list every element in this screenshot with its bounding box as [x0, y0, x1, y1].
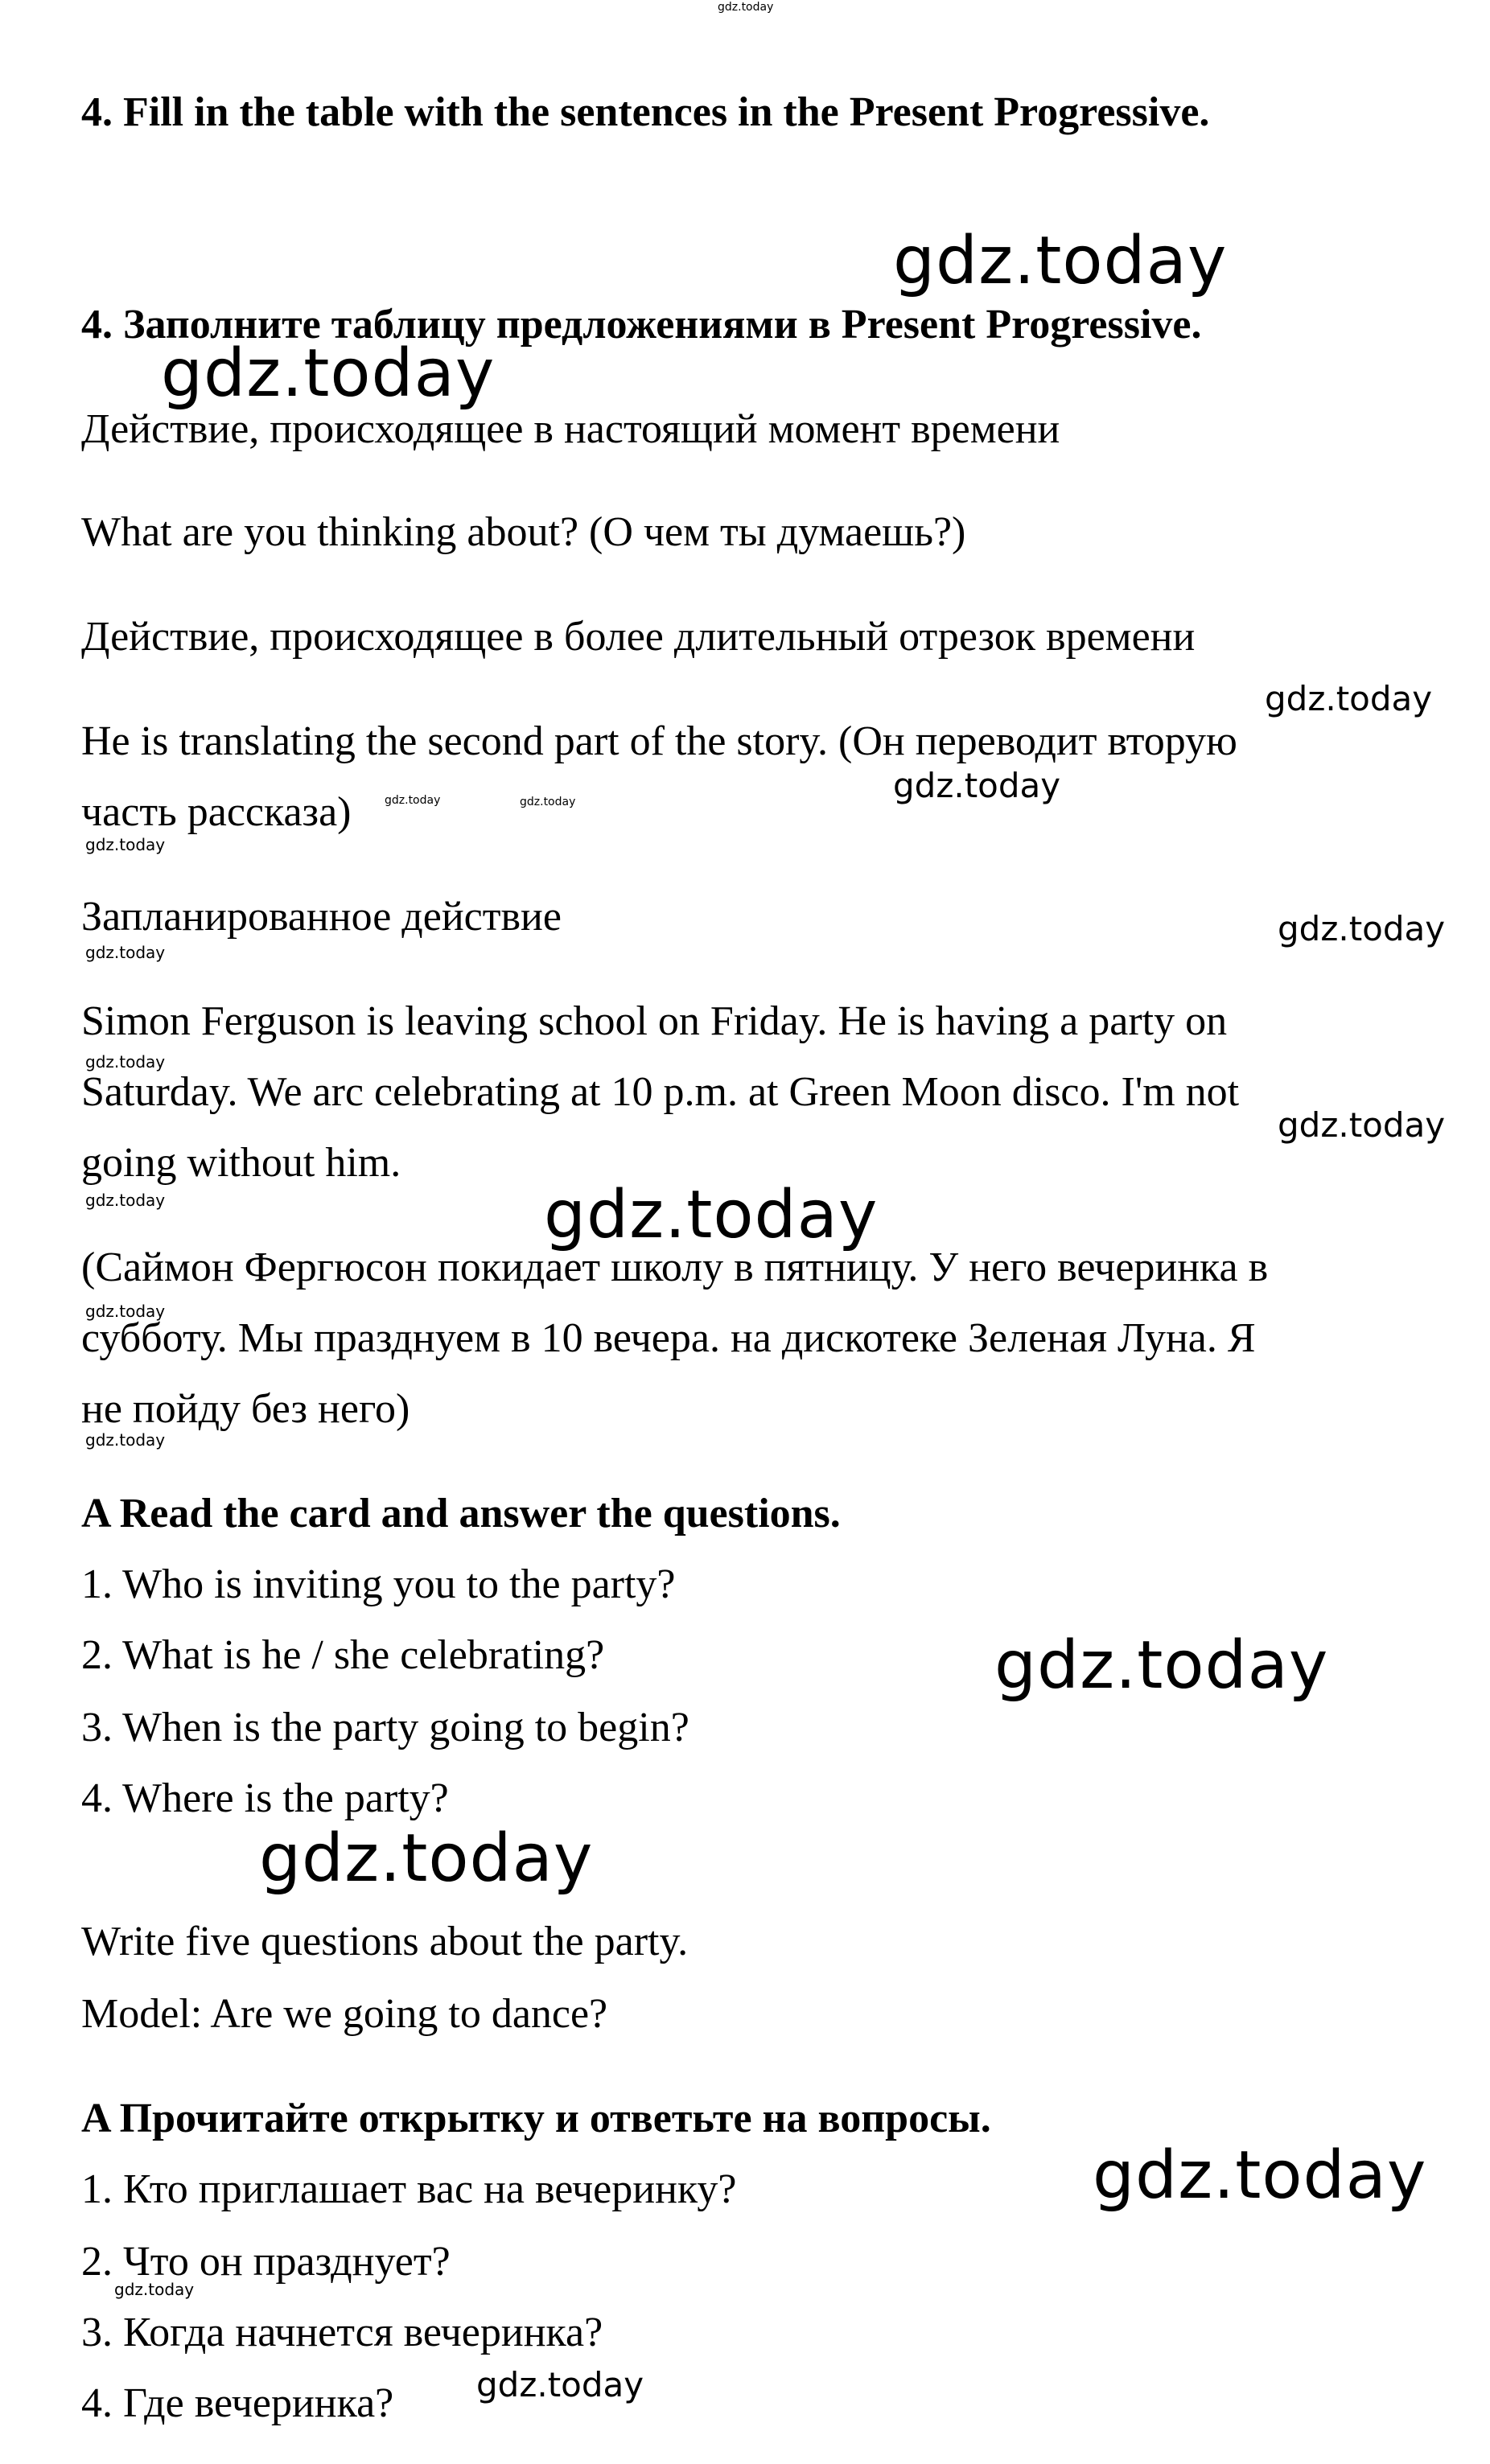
example-planned-line3: going without him. — [81, 1140, 401, 1186]
taskA-question-2: 2. What is he / she celebrating? — [81, 1632, 605, 1678]
watermark: gdz.today — [259, 1820, 594, 1897]
watermark: gdz.today — [1093, 2137, 1427, 2214]
watermark: gdz.today — [85, 943, 166, 962]
taskA-question-1: 1. Who is inviting you to the party? — [81, 1561, 676, 1607]
taskA-ru-question-2: 2. Что он празднует? — [81, 2239, 451, 2285]
category-longer-period: Действие, происходящее в более длительный отрезок времени — [81, 614, 1196, 660]
category-planned-action: Запланированное действие — [81, 894, 562, 940]
watermark: gdz.today — [85, 1430, 166, 1450]
watermark: gdz.today — [85, 1302, 166, 1321]
watermark: gdz.today — [385, 794, 441, 807]
taskA-heading-ru: A Прочитайте открытку и ответьте на вопросы. — [81, 2096, 991, 2141]
taskA-question-4: 4. Where is the party? — [81, 1775, 449, 1821]
taskA-ru-question-1: 1. Кто приглашает вас на вечеринку? — [81, 2166, 737, 2212]
watermark: gdz.today — [85, 1052, 166, 1072]
taskA-heading-en: A Read the card and answer the questions. — [81, 1491, 841, 1536]
example-present-moment: What are you thinking about? (О чем ты думаешь?) — [81, 509, 966, 555]
watermark: gdz.today — [161, 335, 496, 412]
watermark: gdz.today — [994, 1627, 1329, 1704]
example-planned-ru-line2: субботу. Мы празднуем в 10 вечера. на дискотеке Зеленая Луна. Я — [81, 1315, 1256, 1361]
taskA-write-instruction: Write five questions about the party. — [81, 1919, 689, 1964]
taskA-question-3: 3. When is the party going to begin? — [81, 1705, 689, 1750]
watermark: gdz.today — [85, 1191, 166, 1210]
taskA-model: Model: Are we going to dance? — [81, 1991, 608, 2037]
watermark: gdz.today — [893, 223, 1228, 299]
example-planned-ru-line1: (Саймон Фергюсон покидает школу в пятницу. У него вечеринка в — [81, 1244, 1269, 1290]
example-longer-period-line1: He is translating the second part of the story. (Он переводит вторую — [81, 718, 1237, 764]
watermark: gdz.today — [520, 796, 576, 808]
category-present-moment: Действие, происходящее в настоящий момент времени — [81, 406, 1060, 452]
watermark: gdz.today — [114, 2280, 195, 2299]
watermark: gdz.today — [1265, 679, 1433, 718]
watermark: gdz.today — [718, 1, 774, 14]
example-longer-period-line2: часть рассказа) — [81, 789, 352, 835]
watermark: gdz.today — [1278, 909, 1446, 948]
watermark: gdz.today — [893, 766, 1061, 805]
example-planned-line2: Saturday. We arc celebrating at 10 p.m. at Green Moon disco. I'm not — [81, 1069, 1240, 1115]
example-planned-ru-line3: не пойду без него) — [81, 1386, 410, 1432]
task4-heading-ru: 4. Заполните таблицу предложениями в Present Progressive. — [81, 302, 1202, 348]
watermark: gdz.today — [476, 2365, 644, 2404]
example-planned-line1: Simon Ferguson is leaving school on Friday. He is having a party on — [81, 998, 1228, 1044]
taskA-ru-question-3: 3. Когда начнется вечеринка? — [81, 2310, 603, 2355]
watermark: gdz.today — [1278, 1105, 1446, 1145]
taskA-ru-question-4: 4. Где вечеринка? — [81, 2380, 394, 2426]
watermark: gdz.today — [85, 835, 166, 854]
task4-heading-en: 4. Fill in the table with the sentences in the Present Progressive. — [81, 89, 1210, 135]
watermark: gdz.today — [544, 1177, 879, 1253]
